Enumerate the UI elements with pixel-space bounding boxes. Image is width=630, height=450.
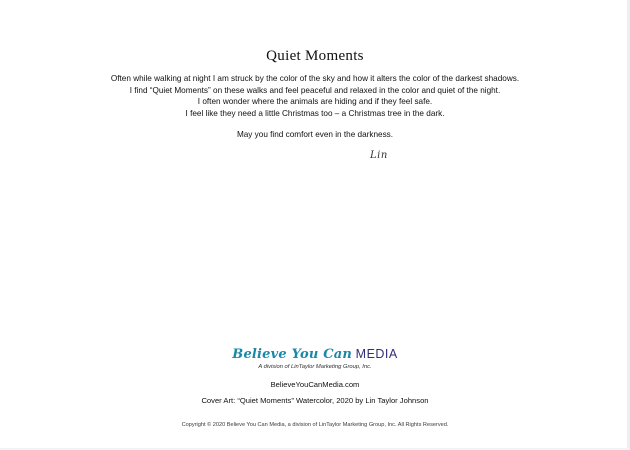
body-line: I feel like they need a little Christmas too – a Christmas tree in the dark. <box>185 108 445 118</box>
logo-subtitle: A division of LinTaylor Marketing Group, Inc. <box>258 364 372 370</box>
body-line: I find “Quiet Moments” on these walks and feel peaceful and relaxed in the color and quiet of the night. <box>129 85 501 95</box>
logo-script-text: Believe You Can <box>232 347 353 362</box>
body-line: Often while walking at night I am struck by the color of the sky and how it alters the color of the darkest shadows. <box>110 74 520 83</box>
page-title: Quiet Moments <box>266 48 364 64</box>
closing-line: May you find comfort even in the darkness. <box>236 130 394 139</box>
body-text <box>40 73 590 119</box>
body-line: I often wonder where the animals are hiding and if they feel safe. <box>197 97 433 107</box>
logo-wordmark <box>232 347 398 362</box>
signature: Lin <box>370 150 388 161</box>
website-link[interactable]: BelieveYouCanMedia.com <box>270 380 360 389</box>
cover-art-credit: Cover Art: “Quiet Moments” Watercolor, 2020 by Lin Taylor Johnson <box>201 396 429 405</box>
copyright-notice: Copyright © 2020 Believe You Can Media, a division of LinTaylor Marketing Group, Inc. All Rights Reserved. <box>181 422 449 428</box>
publisher-logo <box>0 345 630 363</box>
logo-caps-text: MEDIA <box>355 347 398 361</box>
